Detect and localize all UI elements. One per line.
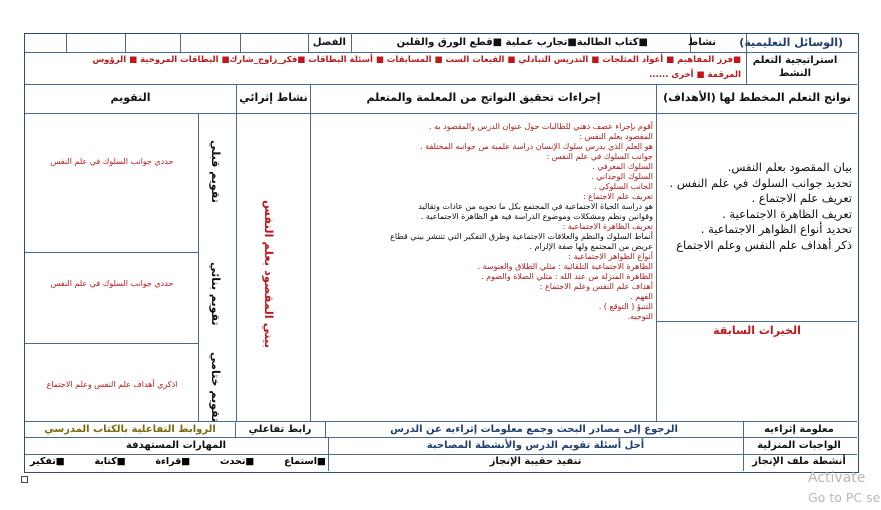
enrichment-info-value: الرجوع إلى مصادر البحث وجمع معلومات إثراءيه عن الدرس xyxy=(390,424,678,435)
col-divider-r1g xyxy=(66,34,67,52)
procedure-line: الظاهرة المنزلة من عند الله : مثلي الصلاة والصوم . xyxy=(481,272,653,281)
skill-listening-checkbox[interactable]: ■استماع xyxy=(284,456,326,467)
procedure-line: هو العلم الذي يدرس سلوك الإنسان دراسة علمية من جوانبه المختلفة . xyxy=(420,142,653,151)
row-divider-eval-1 xyxy=(25,252,198,253)
skill-speaking-checkbox[interactable]: ■تحدث xyxy=(219,456,255,467)
procedure-line: تعريف علم الاجتماع : xyxy=(582,192,653,201)
row-divider-1 xyxy=(25,52,857,53)
skill-writing-checkbox[interactable]: ■كتابة xyxy=(94,456,126,467)
procedures-header: إجراءات تحقيق النواتج من المعلمة والمتعلم xyxy=(366,91,601,104)
row-divider-2 xyxy=(25,84,857,85)
activation-watermark-line1: Activate xyxy=(808,470,866,486)
row-divider-5 xyxy=(25,437,857,438)
procedure-line: السلوك الوجداني . xyxy=(591,172,653,181)
portfolio-value: تنفيذ حقيبة الإنجاز xyxy=(489,456,582,467)
enrichment-text: بيني المقصود بعلم النفس xyxy=(262,200,276,349)
procedure-line: الفهم . xyxy=(630,292,653,301)
objective-item: بيان المقصود بعلم النفس. xyxy=(727,160,852,174)
objective-item: تعريف الظاهرة الاجتماعية . xyxy=(722,206,852,221)
procedure-line: الجانب السلوكي . xyxy=(593,182,653,191)
skills-checkboxes xyxy=(30,456,326,470)
procedure-line: التوجيه. xyxy=(627,312,653,321)
procedures-list xyxy=(316,122,653,322)
col-divider-procedures xyxy=(310,85,311,421)
col-divider-r1b xyxy=(351,34,352,52)
row-divider-3 xyxy=(25,113,857,114)
col-divider-r1f xyxy=(125,34,126,52)
evaluation-header: التقويم xyxy=(110,91,151,104)
procedure-line: عريض من المجتمع ولها صفة الإلزام . xyxy=(529,242,653,251)
skills-label: المهارات المستهدفة xyxy=(125,440,227,451)
enrichment-info-label: معلومة إثراءيه xyxy=(764,424,834,435)
objective-item: تعريف علم الاجتماع . xyxy=(751,191,852,205)
objectives-list xyxy=(660,160,852,253)
skill-reading-checkbox[interactable]: ■قراءة xyxy=(155,456,191,467)
strategy-label: استراتيجية التعلم النشط xyxy=(752,55,838,79)
final-eval-text: اذكري أهداف علم النفس وعلم الاجتماع xyxy=(46,380,178,389)
class-label: الفصل xyxy=(312,37,346,48)
enrichment-header: نشاط إثرائي xyxy=(239,91,308,104)
procedure-line: التنبؤ ( التوقع ) . xyxy=(598,302,653,311)
procedure-line: أهداف علم النفس وعلم الاجتماع : xyxy=(539,282,653,291)
col-divider-r1e xyxy=(180,34,181,52)
col-divider-eval-label xyxy=(198,113,199,421)
procedure-line: أقوم بإجراء عصف ذهني للطالبات حول عنوان الدرس والمقصود به . xyxy=(428,122,653,131)
outcomes-header: نواتج التعلم المخطط لها (الأهداف) xyxy=(663,91,851,104)
procedure-line: أنماط السلوك والنظم والعلاقات الاجتماعية وطرق التفكير التي تنتشر بيني قطاع xyxy=(390,232,653,241)
pre-eval-text: حددي جوانب السلوك في علم النفس xyxy=(50,157,174,166)
skill-thinking-checkbox[interactable]: ■تفكير xyxy=(30,456,65,467)
prior-experience-label: الخبرات السابقة xyxy=(713,324,801,337)
final-eval-label: تقويم ختامي xyxy=(209,352,222,423)
homework-value: أحل أسئلة تقويم الدرس والأنشطة المصاحبة xyxy=(426,440,645,451)
row-divider-eval-2 xyxy=(25,343,198,344)
strategies-line-2[interactable]: المرقمة ■ أخرى ...... xyxy=(649,70,741,80)
row-divider-4 xyxy=(25,421,857,422)
activity-label: نشاط xyxy=(687,37,716,48)
col-divider-outcomes xyxy=(656,85,657,421)
procedure-line: الظاهرة الاجتماعية التلقائية : مثلي الطلاق والعنوسة . xyxy=(477,262,653,271)
activation-watermark-line2: Go to PC se xyxy=(808,490,881,505)
table-move-handle[interactable] xyxy=(21,476,28,483)
col-divider-r1c xyxy=(308,34,309,52)
interactive-link-label: رابط تفاعلي xyxy=(248,424,312,435)
means-label: (الوسائل التعليمية) xyxy=(739,36,843,49)
objective-item: تحديد أنواع الظواهر الاجتماعية . xyxy=(700,222,852,236)
row-divider-6 xyxy=(25,454,857,455)
col-divider-enrichment xyxy=(236,85,237,421)
procedure-line: أنواع الظواهر الاجتماعية : xyxy=(568,252,653,261)
objective-item: تحديد جوانب السلوك في علم النفس . xyxy=(669,175,852,190)
homework-label: الواجبات المنزلية xyxy=(757,440,841,451)
col-divider-r1d xyxy=(240,34,241,52)
procedure-line: تعريف الظاهرة الاجتماعية : xyxy=(562,222,653,231)
procedure-line: هو دراسة الحياة الاجتماعية في المجتمع بكل ما تحويه من عادات وتقاليد xyxy=(418,202,653,211)
row-divider-prior xyxy=(656,321,857,322)
formative-eval-label: تقويم بنائي xyxy=(209,262,222,326)
procedure-line: جوانب السلوك في علم النفس : xyxy=(546,152,653,161)
portfolio-label: أنشطة ملف الإنجاز xyxy=(752,456,846,467)
means-items[interactable]: ■كتاب الطالبة■تجارب عملية ■قطع الورق والقلبن xyxy=(396,37,648,48)
formative-eval-text: حددي جوانب السلوك في علم النفس xyxy=(50,279,174,288)
procedure-line: وقوانين ونظم ومشكلات وموضوع الدراسة فيه هو الظاهرة الاجتماعية . xyxy=(420,212,653,221)
procedure-line: السلوك المعرفي . xyxy=(592,162,653,171)
pre-eval-label: تقويم قبلي xyxy=(209,140,222,203)
procedure-line: المقصود بعلم النفس : xyxy=(579,132,653,141)
interactive-link-value[interactable]: الروابط التفاعلية بالكتاب المدرسي xyxy=(44,424,216,435)
objective-item: ذكر أهداف علم النفس وعلم الاجتماع xyxy=(676,237,852,252)
strategies-line-1[interactable]: ■فرز المفاهيم ■ أعواد المثلجات ■ التدريس التبادلي ■ القبعات الست ■ المسابقات ■ أسئلة البطاقات ■فكر_زاوج_شارك■ البطاقات المروحية ■ الرؤوس xyxy=(92,55,741,65)
